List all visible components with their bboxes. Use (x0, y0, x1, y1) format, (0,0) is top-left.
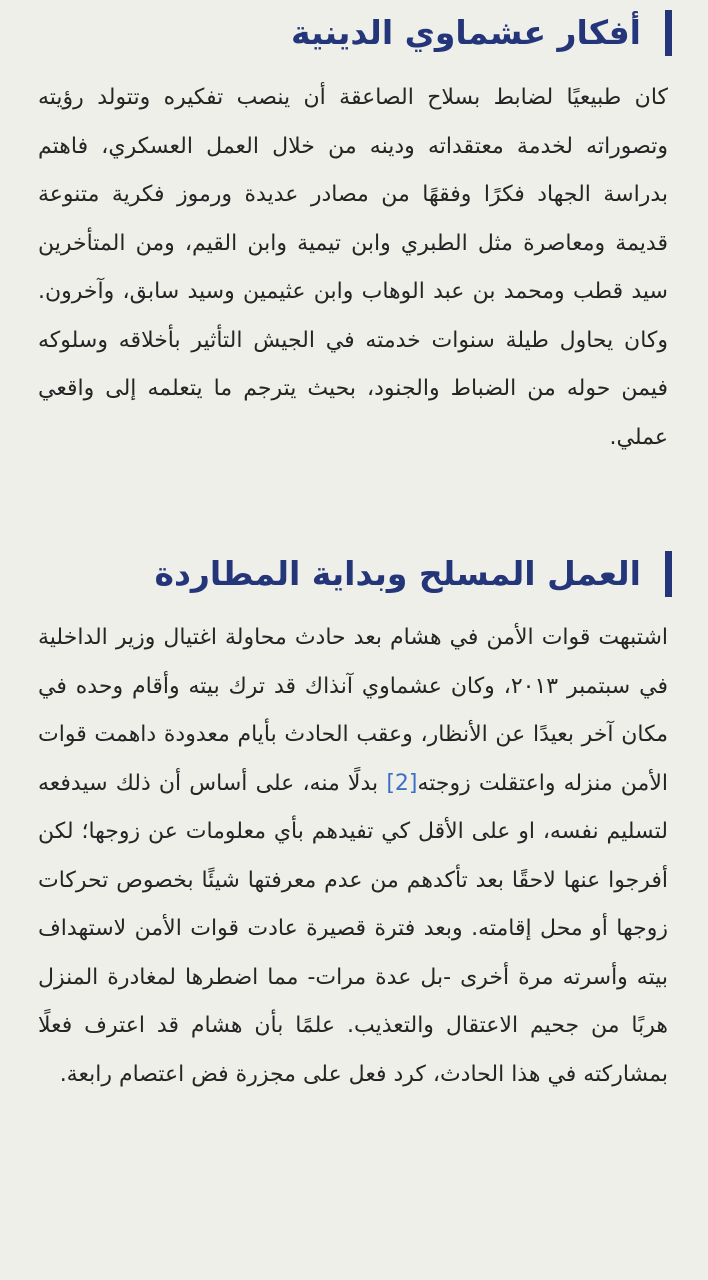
section-heading-religious-ideas (291, 10, 672, 56)
section-title: العمل المسلح وبداية المطاردة (154, 554, 641, 594)
section-heading-armed-action (155, 551, 673, 597)
paragraph-text: بدلًا منه، على أساس أن ذلك سيدفعه لتسليم نفسه، او على الأقل كي تفيدهم بأي معلومات عن زوجها؛ لكن أفرجوا عنها لاحقًا بعد تأكدهم من عدم معرفتها شيئًا بخصوص تحركات زوجها أو محل إقامته. وبعد فترة قصيرة عادت قوات الأمن لاستهداف بيته وأسرته مرة أخرى -بل عدة مرات- مما اضطرها لمغادرة المنزل هربًا من جحيم الاعتقال والتعذيب. علمًا بأن هشام قد اعترف فعلًا بمشاركته في هذا الحادث، كرد فعل على مجزرة فض اعتصام رابعة. (38, 770, 668, 1087)
footnote-reference-link[interactable]: [2] (386, 770, 418, 796)
section-title: أفكار عشماوي الدينية (291, 13, 641, 53)
heading-accent-bar (665, 10, 672, 56)
paragraph-text: اشتبهت قوات الأمن في هشام بعد حادث محاولة اغتيال وزير الداخلية في سبتمبر ٢٠١٣، وكان عشماوي آنذاك قد ترك بيته وأقام وحده في مكان آخر بعيدًا عن الأنظار، وعقب الحادث بأيام معدودة داهمت قوات الأمن منزله واعتقلت زوجته (38, 625, 669, 796)
heading-accent-bar (665, 551, 672, 597)
section-paragraph: كان طبيعيًا لضابط بسلاح الصاعقة أن ينصب تفكيره وتتولد رؤيته وتصوراته لخدمة معتقداته ودينه من خلال العمل العسكري، فاهتم بدراسة الجهاد فكرًا وفقهًا من مصادر عديدة ورموز فكرية متنوعة قديمة ومعاصرة مثل الطبري وابن تيمية وابن القيم، ومن المتأخرين سيد قطب ومحمد بن عبد الوهاب وابن عثيمين وسيد سابق، وآخرون. وكان يحاول طيلة سنوات خدمته في الجيش التأثير بأخلاقه وسلوكه فيمن حوله من الضباط والجنود، بحيث يترجم ما يتعلمه إلى واقعي عملي. (38, 85, 668, 450)
section-paragraph (38, 614, 668, 1099)
